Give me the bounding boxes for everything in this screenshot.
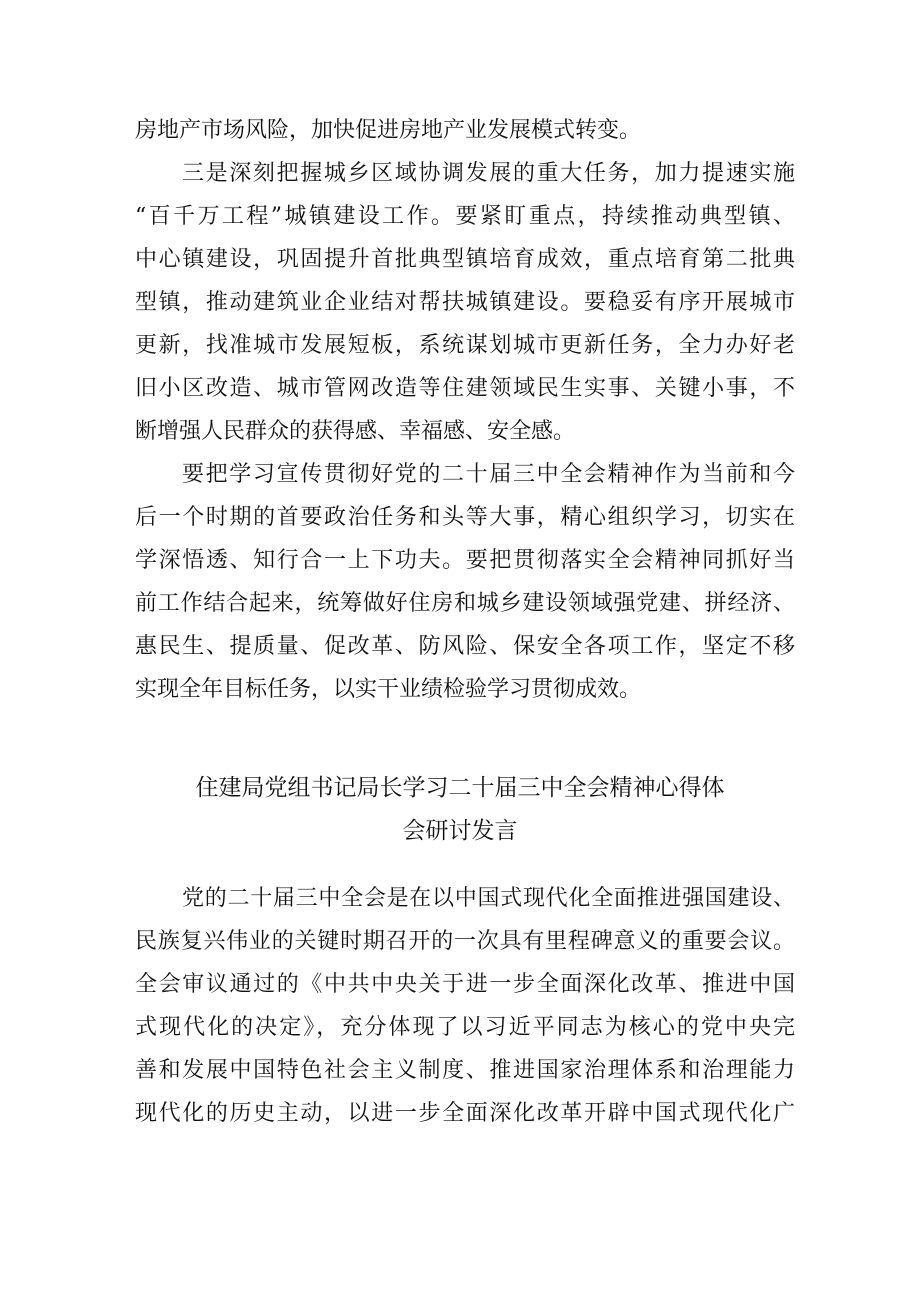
paragraph-line: 善和发展中国特色社会主义制度、推进国家治理体系和治理能力 [135,1058,795,1083]
paragraph-line: 党的二十届三中全会是在以中国式现代化全面推进强国建设、 [182,886,795,911]
article-title-continued: 会研讨发言 [402,818,518,844]
paragraph-line: 惠民生、提质量、促改革、防风险、保安全各项工作，坚定不移 [135,634,795,659]
paragraph-line: 更新，找准城市发展短板，系统谋划城市更新任务，全力办好老 [135,333,795,358]
paragraph-line: 断增强人民群众的获得感、幸福感、安全感。 [135,419,576,444]
paragraph-line: 三是深刻把握城乡区域协调发展的重大任务，加力提速实施 [182,161,795,186]
paragraph-line: 型镇，推动建筑业企业结对帮扶城镇建设。要稳妥有序开展城市 [135,290,795,315]
paragraph-line: 前工作结合起来，统筹做好住房和城乡建设领域强党建、拼经济、 [135,591,795,616]
paragraph-line: 学深悟透、知行合一上下功夫。要把贯彻落实全会精神同抓好当 [135,548,795,573]
paragraph-line: 式现代化的决定》，充分体现了以习近平同志为核心的党中央完 [135,1015,795,1040]
paragraph-line: 中心镇建设，巩固提升首批典型镇培育成效，重点培育第二批典 [135,247,795,272]
paragraph-line: 后一个时期的首要政治任务和头等大事，精心组织学习，切实在 [135,505,795,530]
article-title: 住建局党组书记局长学习二十届三中全会精神心得体 [195,775,725,801]
paragraph-line: “百千万工程”城镇建设工作。要紧盯重点，持续推动典型镇、 [135,204,795,229]
paragraph-line: 现代化的历史主动，以进一步全面深化改革开辟中国式现代化广 [135,1101,795,1126]
paragraph-line: 旧小区改造、城市管网改造等住建领域民生实事、关键小事，不 [135,376,795,401]
paragraph-line: 实现全年目标任务，以实干业绩检验学习贯彻成效。 [135,677,642,702]
paragraph-line: 全会审议通过的《中共中央关于进一步全面深化改革、推进中国 [135,972,795,997]
paragraph-line: 民族复兴伟业的关键时期召开的一次具有里程碑意义的重要会议。 [135,929,795,954]
paragraph-line: 房地产市场风险，加快促进房地产业发展模式转变。 [135,118,642,143]
paragraph-line: 要把学习宣传贯彻好党的二十届三中全会精神作为当前和今 [182,462,795,487]
